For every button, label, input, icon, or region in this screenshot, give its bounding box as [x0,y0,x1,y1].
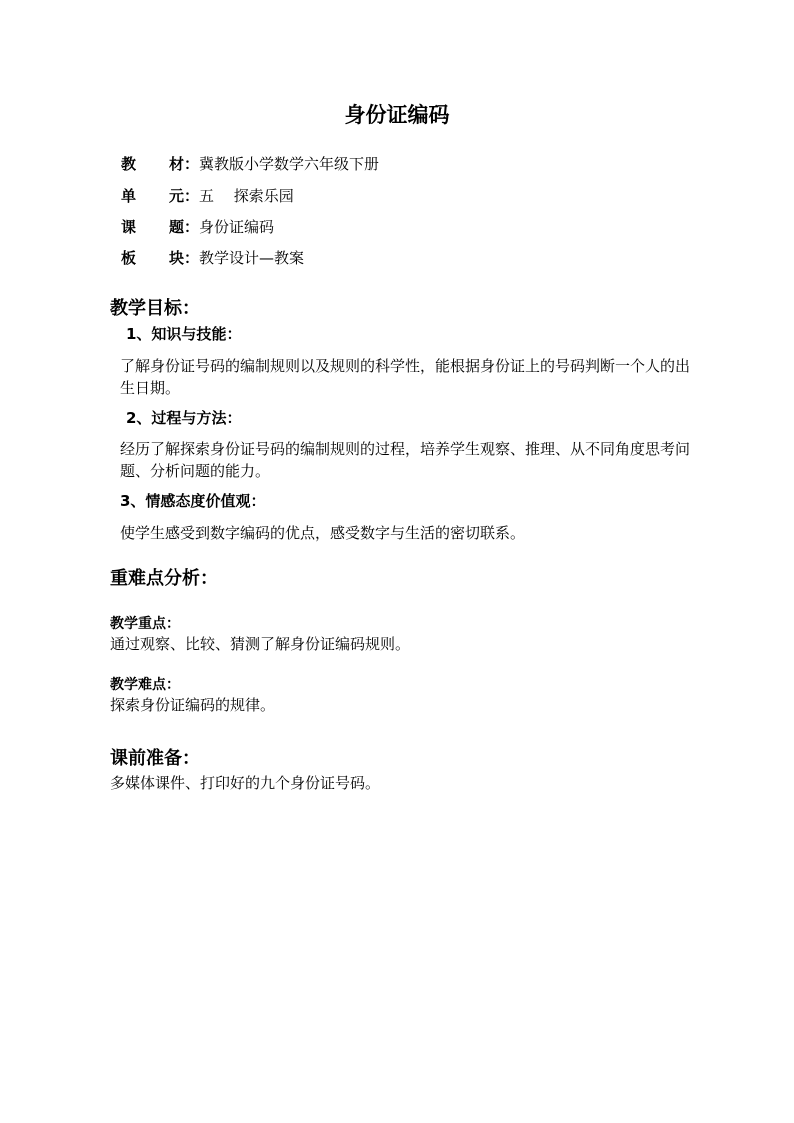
preparation-heading: 课前准备： [110,748,200,769]
meta-value: 五 探索乐园 [199,187,294,205]
meta-value: 教学设计—教案 [199,249,305,267]
meta-value: 冀教版小学数学六年级下册 [199,155,380,173]
difficult-point-text: 探索身份证编码的规律。 [110,696,276,714]
difficult-point-label: 教学难点： [110,677,180,693]
meta-row-block: 板 块：教学设计—教案 [121,249,305,267]
meta-value: 身份证编码 [199,218,275,236]
meta-row-topic: 课 题：身份证编码 [121,218,275,236]
objective-2-heading: 2、过程与方法： [126,409,242,427]
key-point-label: 教学重点： [110,616,180,632]
preparation-text: 多媒体课件、打印好的九个身份证号码。 [110,774,381,792]
objective-1-heading: 1、知识与技能： [126,325,242,343]
objectives-heading: 教学目标： [110,298,200,319]
page-title: 身份证编码 [344,103,450,127]
meta-row-unit: 单 元：五 探索乐园 [121,187,294,205]
analysis-heading: 重难点分析： [110,568,218,589]
objective-3-text: 使学生感受到数字编码的优点，感受数字与生活的密切联系。 [120,524,526,542]
objective-1-text: 了解身份证号码的编制规则以及规则的科学性，能根据身份证上的号码判断一个人的出生日期。 [120,357,691,397]
objective-2-text: 经历了解探索身份证号码的编制规则的过程，培养学生观察、推理、从不同角度思考问题、分析问题的能力。 [120,440,691,480]
key-point-text: 通过观察、比较、猜测了解身份证编码规则。 [110,635,411,653]
objective-3-heading: 3、情感态度价值观： [120,492,266,510]
meta-row-textbook: 教 材：冀教版小学数学六年级下册 [121,155,380,173]
